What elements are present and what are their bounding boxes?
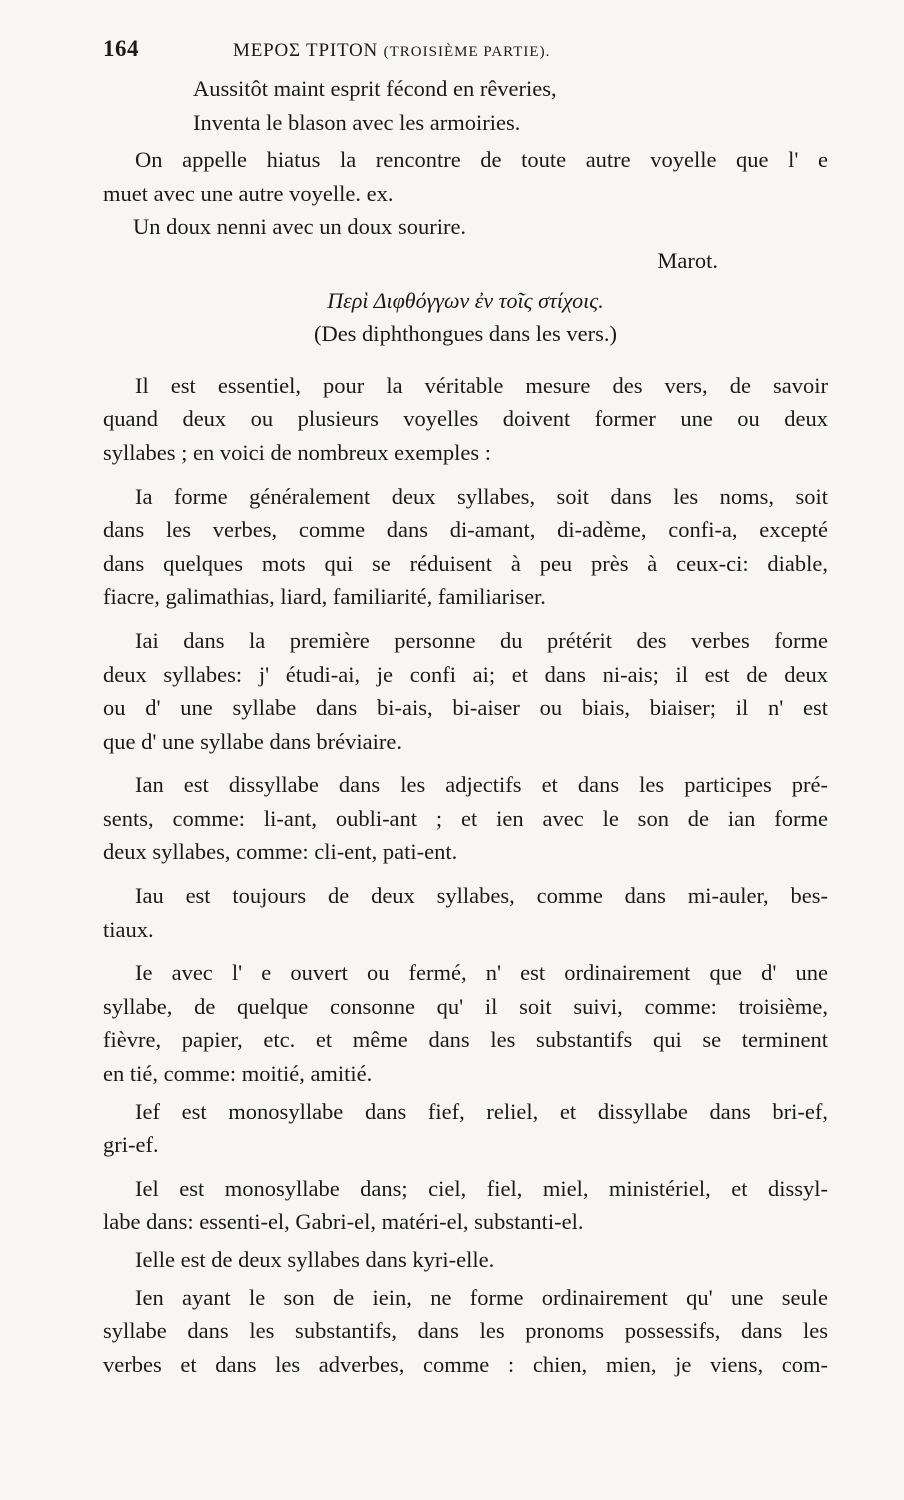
running-header <box>103 36 828 72</box>
paragraph-ien <box>103 1281 828 1382</box>
verse-line: Inventa le blason avec les armoiries. <box>193 109 521 135</box>
text-line: en tié, comme: moitié, amitié. <box>103 1061 373 1087</box>
text-line: On appelle hiatus la rencontre de toute autre voyelle que l' e <box>135 147 828 173</box>
section-heading <box>103 284 828 351</box>
text-line: fièvre, papier, etc. et même dans les substantifs qui se terminent <box>103 1027 828 1053</box>
text-line: Ian est dissyllabe dans les adjectifs et dans les participes pré- <box>135 772 828 798</box>
intro-paragraph <box>103 369 828 470</box>
section-title-greek: Περὶ Διφθόγγων ἐν τοῖς στίχοις. <box>327 287 604 313</box>
text-line: Ielle est de deux syllabes dans kyri-elle. <box>135 1247 495 1272</box>
text-line: deux syllabes, comme: cli-ent, pati-ent. <box>103 839 458 865</box>
verse-author: Marot. <box>657 247 718 273</box>
text-line: sents, comme: li-ant, oubli-ant ; et ien avec le son de ian forme <box>103 805 828 831</box>
paragraph-iau <box>103 879 828 946</box>
text-line: dans quelques mots qui se réduisent à peu près à ceux-ci: diable, <box>103 550 828 576</box>
text-line: Ia forme généralement deux syllabes, soit dans les noms, soit <box>135 483 828 509</box>
verse-line: Aussitôt maint esprit fécond en rêveries, <box>193 76 557 101</box>
text-line: syllabes ; en voici de nombreux exemples : <box>103 439 492 465</box>
hiatus-paragraph <box>103 143 828 210</box>
text-line: gri-ef. <box>103 1132 159 1158</box>
text-line: muet avec une autre voyelle. ex. <box>103 180 394 206</box>
text-line: tiaux. <box>103 916 154 942</box>
text-line: Ien ayant le son de iein, ne forme ordinairement qu' une seule <box>135 1284 828 1310</box>
running-title-greek: ΜΕΡΟΣ ΤΡΙΤΟΝ <box>233 40 379 61</box>
page-number: 164 <box>103 36 139 61</box>
text-line: Iel est monosyllabe dans; ciel, fiel, miel, ministériel, et dissyl- <box>135 1175 828 1201</box>
text-line: Ie avec l' e ouvert ou fermé, n' est ordinairement que d' une <box>135 960 828 986</box>
paragraph-ian <box>103 768 828 869</box>
paragraph-iel <box>103 1172 828 1239</box>
paragraph-ia <box>103 480 828 614</box>
text-line: dans les verbes, comme dans di-amant, di-adème, confi-a, excepté <box>103 517 828 543</box>
text-line: syllabe, de quelque consonne qu' il soit suivi, comme: troisième, <box>103 993 828 1019</box>
text-line: ou d' une syllabe dans bi-ais, bi-aiser ou biais, biaiser; il n' est <box>103 695 828 721</box>
paragraph-iai <box>103 624 828 758</box>
verse-quote-1 <box>103 72 828 139</box>
text-line: que d' une syllabe dans bréviaire. <box>103 728 402 754</box>
running-title <box>233 40 550 62</box>
text-line: quand deux ou plusieurs voyelles doivent former une ou deux <box>103 406 828 432</box>
text-line: labe dans: essenti-el, Gabri-el, matéri-el, substanti-el. <box>103 1209 584 1235</box>
text-line: Ief est monosyllabe dans fief, reliel, et dissyllabe dans bri-ef, <box>135 1098 828 1124</box>
paragraph-ielle <box>103 1243 828 1277</box>
section-title-french: (Des diphthongues dans les vers.) <box>313 321 618 347</box>
verse-quote-2 <box>103 210 828 277</box>
running-title-french: (TROISIÈME PARTIE). <box>383 44 551 60</box>
text-line: verbes et dans les adverbes, comme : chien, mien, je viens, com- <box>103 1351 828 1377</box>
text-line: deux syllabes: j' étudi-ai, je confi ai; et dans ni-ais; il est de deux <box>103 661 828 687</box>
book-page <box>103 36 828 1381</box>
text-line: Iai dans la première personne du prétérit des verbes forme <box>135 627 828 653</box>
paragraph-ief <box>103 1095 828 1162</box>
verse-line: Un doux nenni avec un doux sourire. <box>133 214 467 240</box>
text-line: fiacre, galimathias, liard, familiarité, familiariser. <box>103 584 546 610</box>
text-line: Iau est toujours de deux syllabes, comme dans mi-auler, bes- <box>135 883 828 909</box>
text-line: syllabe dans les substantifs, dans les pronoms possessifs, dans les <box>103 1318 828 1344</box>
text-line: Il est essentiel, pour la véritable mesure des vers, de savoir <box>135 372 828 398</box>
paragraph-ie <box>103 956 828 1090</box>
